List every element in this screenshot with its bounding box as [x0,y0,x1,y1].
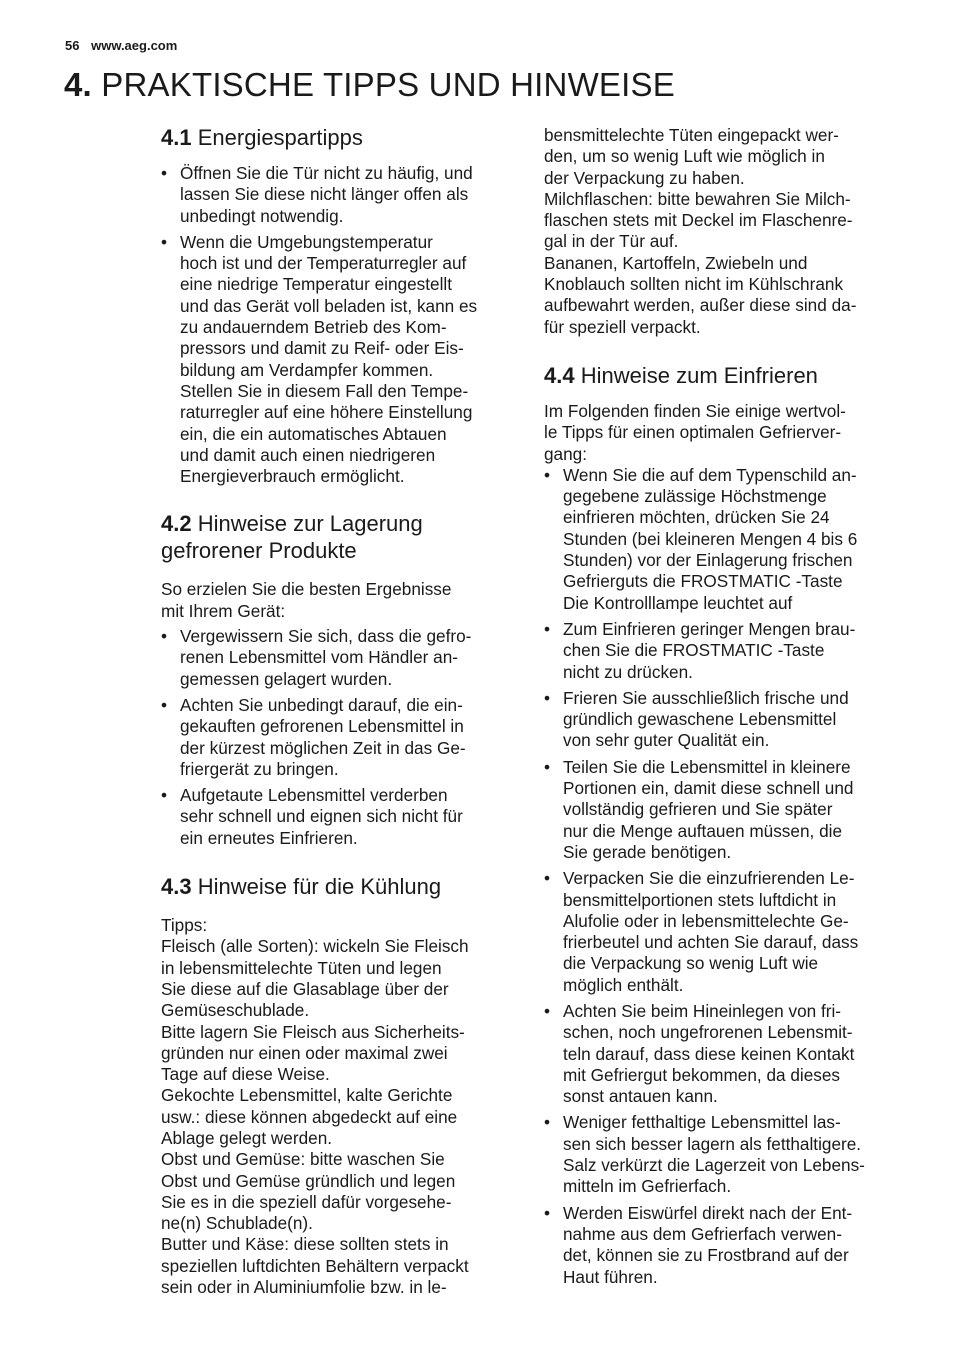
text-line: raturregler auf eine höhere Einstellung [180,402,473,423]
section-number: 4.1 [161,125,192,150]
paragraph-line: der Verpackung zu haben. [544,167,745,188]
paragraph-line: mit Ihrem Gerät: [161,600,286,621]
paragraph-line: Obst und Gemüse gründlich und legen [161,1170,456,1191]
text-line: • Achten Sie unbedingt darauf, die ein- [180,694,463,715]
list-item [544,688,900,752]
text-line: nicht zu drücken. [563,661,693,682]
section-heading [161,510,516,564]
list-item [544,465,900,614]
text-line: Stunden (bei kleineren Mengen 4 bis 6 [563,528,858,549]
list-item [544,1203,900,1288]
list-item [544,1112,900,1197]
paragraph-line: Tage auf diese Weise. [161,1064,330,1085]
section-heading-text: Hinweise zur Lagerung [197,511,423,537]
text-line: Portionen ein, damit diese schnell und [563,778,854,799]
text-line: • Zum Einfrieren geringer Mengen brau- [563,618,856,639]
text-line: Energieverbrauch ermöglicht. [180,466,405,487]
text-line: sen sich besser lagern als fetthaltigere. [563,1133,862,1154]
text-line: Die Kontrolllampe leuchtet auf [563,592,793,613]
text-line: • Teilen Sie die Lebensmittel in kleinere [563,756,851,777]
paragraph-line: Bananen, Kartoffeln, Zwiebeln und [544,252,808,273]
website-link[interactable]: www.aeg.com [91,38,178,53]
text-line: zu andauerndem Betrieb des Kom- [180,317,447,338]
section-frozen-storage [161,510,516,849]
chapter-title: PRAKTISCHE TIPPS UND HINWEISE [101,66,675,103]
text-line: und damit auch einen niedrigeren [180,444,436,465]
section-number: 4.3 [161,874,192,900]
text-line: • Weniger fetthaltige Lebensmittel las- [563,1112,841,1133]
text-line: lassen Sie diese nicht länger offen als [180,184,469,205]
text-line: unbedingt notwendig. [180,205,344,226]
text-line: vollständig gefrieren und Sie später [563,799,833,820]
section-cooling-tips-continued [544,125,900,338]
paragraph-line: für speziell verpackt. [544,316,701,337]
section-body [161,915,516,1298]
paragraph-line: den, um so wenig Luft wie möglich in [544,146,825,167]
text-line: friergerät zu bringen. [180,758,339,779]
paragraph-line: sein oder in Aluminiumfolie bzw. in le- [161,1277,447,1298]
page-header [65,38,177,53]
paragraph-line: Ablage gelegt werden. [161,1127,333,1148]
paragraph-line: So erzielen Sie die besten Ergebnisse [161,579,452,600]
section-number: 4.2 [161,511,192,537]
section-energy-tips [161,124,516,487]
list-item [161,626,516,690]
text-line: ein erneutes Einfrieren. [180,827,358,848]
page-title [64,66,675,104]
paragraph-line: gründen nur einen oder maximal zwei [161,1042,448,1063]
paragraph-line: flaschen stets mit Deckel im Flaschenre- [544,210,853,231]
text-line: • Werden Eiswürfel direkt nach der Ent- [563,1202,853,1223]
paragraph-line: gang: [544,443,588,464]
text-line: teln darauf, dass diese keinen Kontakt [563,1043,855,1064]
text-line: gekauften gefrorenen Lebensmittel in [180,716,464,737]
text-line: gegebene zulässige Höchstmenge [563,486,827,507]
section-freezing-tips [544,362,900,1288]
text-line: frierbeutel und achten Sie darauf, dass [563,932,859,953]
text-line: bensmittelportionen stets luftdicht in [563,889,837,910]
paragraph-line: Knoblauch sollten nicht im Kühlschrank [544,274,844,295]
list-item [161,163,516,227]
bullet-list [544,465,900,1288]
text-line: Sie gerade benötigen. [563,841,732,862]
text-line: schen, noch ungefrorenen Lebensmit- [563,1022,853,1043]
list-item [161,232,516,488]
text-line: renen Lebensmittel vom Händler an- [180,647,459,668]
text-line: chen Sie die FROSTMATIC -Taste [563,640,825,661]
paragraph-line: Butter und Käse: diese sollten stets in [161,1234,449,1255]
text-line: Stunden) vor der Einlagerung frischen [563,550,853,571]
text-line: hoch ist und der Temperaturregler auf [180,253,467,274]
text-line: • Achten Sie beim Hineinlegen von fri- [563,1000,842,1021]
text-line: • Wenn Sie die auf dem Typenschild an- [563,464,857,485]
right-column [544,125,900,1288]
text-line: • Öffnen Sie die Tür nicht zu häufig, und [180,163,473,183]
text-line: einfrieren möchten, drücken Sie 24 [563,507,830,528]
text-line: pressors und damit zu Reif- oder Eis- [180,338,464,359]
list-item [544,868,900,996]
paragraph-line: usw.: diese können abgedeckt auf eine [161,1106,458,1127]
text-line: Salz verkürzt die Lagerzeit von Lebens- [563,1155,865,1176]
paragraph-line: Milchflaschen: bitte bewahren Sie Milch- [544,188,851,209]
section-heading [161,873,516,900]
paragraph-line: Sie es in die speziell dafür vorgesehe- [161,1191,452,1212]
paragraph-line: Sie diese auf die Glasablage über der [161,978,449,999]
text-line: mitteln im Gefrierfach. [563,1176,732,1197]
paragraph-line: ne(n) Schublade(n). [161,1213,313,1234]
list-item [544,757,900,863]
text-line: sehr schnell und eignen sich nicht für [180,806,463,827]
chapter-number: 4. [64,66,92,103]
section-heading-text: Energiespartipps [197,125,363,150]
text-line: die Verpackung so wenig Luft wie [563,953,819,974]
text-line: Stellen Sie in diesem Fall den Tempe- [180,380,469,401]
text-line: Gefrierguts die FROSTMATIC -Taste [563,571,843,592]
section-number: 4.4 [544,362,575,388]
left-column [161,124,516,1298]
text-line: mit Gefriergut bekommen, da dieses [563,1064,841,1085]
text-line: eine niedrige Temperatur eingestellt [180,274,452,295]
page-number: 56 [65,38,80,53]
paragraph-line: Im Folgenden finden Sie einige wertvol- [544,400,846,421]
text-line: det, können sie zu Frostbrand auf der [563,1245,849,1266]
text-line: gründlich gewaschene Lebensmittel [563,709,837,730]
paragraph-line: Fleisch (alle Sorten): wickeln Sie Fleisch [161,936,469,957]
section-heading-text: gefrorener Produkte [161,538,357,564]
text-line: möglich enthält. [563,974,684,995]
section-cooling-tips [161,873,516,1298]
paragraph-line: Gekochte Lebensmittel, kalte Gerichte [161,1085,453,1106]
text-line: nahme aus dem Gefrierfach verwen- [563,1223,842,1244]
text-line: von sehr guter Qualität ein. [563,730,770,751]
paragraph-line: aufbewahrt werden, außer diese sind da- [544,295,857,316]
bullet-list [161,626,516,849]
section-heading [161,124,516,151]
text-line: nur die Menge auftauen müssen, die [563,820,843,841]
paragraph-line: Tipps: [161,915,208,936]
list-item [161,695,516,780]
paragraph-line: in lebensmittelechte Tüten und legen [161,957,442,978]
text-line: Haut führen. [563,1266,658,1287]
text-line: ein, die ein automatisches Abtauen [180,423,447,444]
text-line: der kürzest möglichen Zeit in das Ge- [180,737,466,758]
list-item [544,619,900,683]
bullet-list [161,163,516,487]
text-line: bildung am Verdampfer kommen. [180,359,434,380]
text-line: Alufolie oder in lebensmittelechte Ge- [563,910,849,931]
list-item [544,1001,900,1107]
text-line: • Vergewissern Sie sich, dass die gefro- [180,626,472,647]
section-heading [544,362,900,389]
text-line: • Aufgetaute Lebensmittel verderben [180,785,448,806]
paragraph-line: Bitte lagern Sie Fleisch aus Sicherheits- [161,1021,465,1042]
text-line: sonst antauen kann. [563,1086,718,1107]
section-heading-text: Hinweise zum Einfrieren [580,362,818,388]
paragraph-line: Gemüseschublade. [161,1000,310,1021]
text-line: • Frieren Sie ausschließlich frische und [563,687,849,708]
text-line: gemessen gelagert wurden. [180,668,393,689]
paragraph-line: bensmittelechte Tüten eingepackt wer- [544,125,839,145]
paragraph-line: le Tipps für einen optimalen Gefrierver- [544,422,842,443]
text-line: • Wenn die Umgebungstemperatur [180,231,433,252]
paragraph-line: speziellen luftdichten Behältern verpackt [161,1255,469,1276]
paragraph-line: gal in der Tür auf. [544,231,679,252]
text-line: und das Gerät voll beladen ist, kann es [180,295,478,316]
text-line: • Verpacken Sie die einzufrierenden Le- [563,868,855,889]
section-heading-text: Hinweise für die Kühlung [197,874,442,900]
list-item [161,785,516,849]
paragraph-line: Obst und Gemüse: bitte waschen Sie [161,1149,445,1170]
